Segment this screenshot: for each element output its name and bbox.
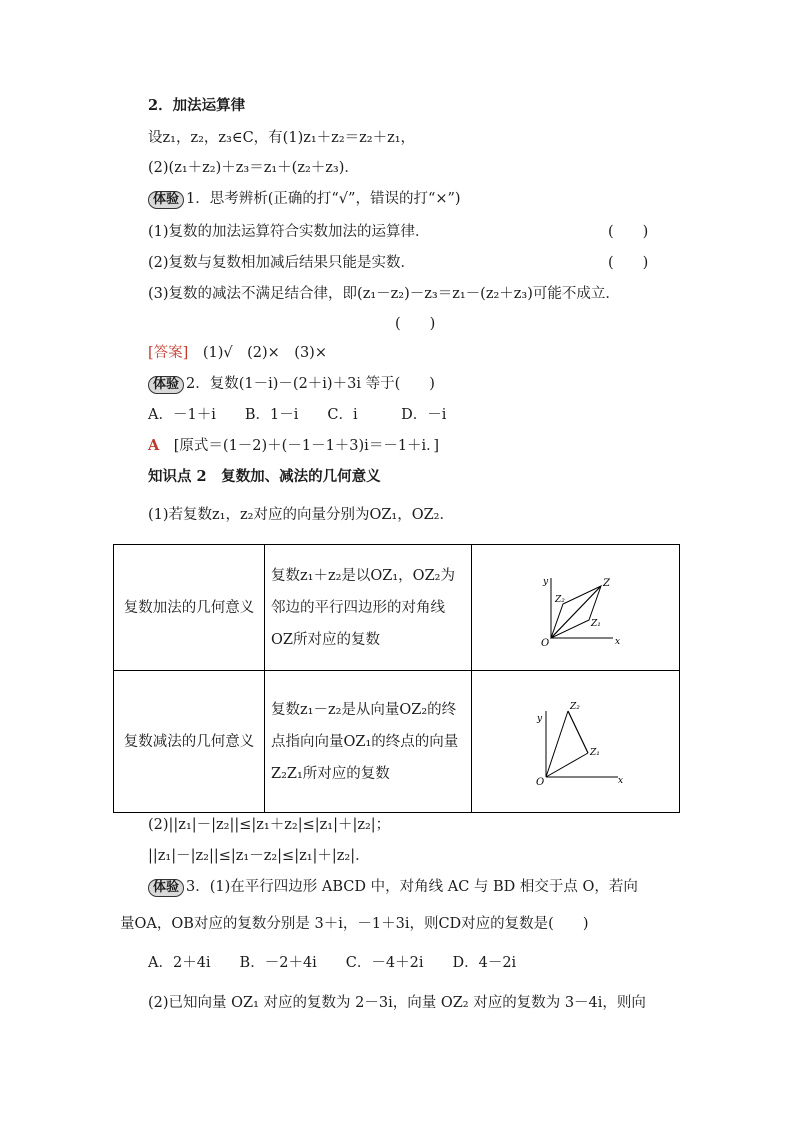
exp2-answer	[148, 436, 439, 456]
geometric-meaning-table	[113, 544, 680, 813]
exp1-q3-paren: ( )	[395, 316, 436, 332]
answer-label: [答案]	[148, 345, 189, 361]
mod-line-1: (2)||z₁|－|z₂||≤|z₁＋z₂|≤|z₁|＋|z₂|；	[148, 817, 391, 833]
label-y: y	[542, 576, 548, 587]
exp2-answer-text: [原式＝(1－2)＋(－1－1＋3)i＝－1＋i．]	[173, 438, 440, 454]
section-title: 2．加法运算律	[148, 97, 246, 114]
subtraction-diagram	[526, 697, 626, 787]
subtraction-figure-cell	[472, 671, 680, 813]
label-z2: Z₂	[554, 594, 565, 605]
exp1-q3: (3)复数的减法不满足结合律，即(z₁－z₂)－z₃＝z₁－(z₂＋z₃)可能不成立．	[148, 286, 620, 302]
exp3-q2: (2)已知向量 OZ₁ 对应的复数为 2－3i，向量 OZ₂ 对应的复数为 3－4i，则向	[148, 995, 646, 1011]
exp1-head-text: 1．思考辨析(正确的打“√”，错误的打“×”)	[186, 191, 461, 207]
addition-label: 复数加法的几何意义	[114, 545, 265, 671]
table-row-subtraction	[114, 671, 680, 813]
kp2-title: 知识点 2 复数加、减法的几何意义	[148, 468, 381, 485]
exp1-q2-paren: ( )	[608, 255, 649, 271]
exp2-heading	[148, 374, 435, 394]
exp3-line2: 量OA，OB对应的复数分别是 3＋i，－1＋3i，则CD对应的复数是( )	[120, 916, 589, 932]
exp2-options: A．－1＋i B．1－i C．i D．－i	[148, 407, 447, 423]
exp1-tag: 体验	[148, 191, 184, 209]
addition-desc: 复数z₁＋z₂是以OZ₁，OZ₂为邻边的平行四边形的对角线OZ所对应的复数	[265, 545, 472, 671]
exp1-answer	[148, 343, 327, 363]
exp3-tag: 体验	[148, 879, 184, 897]
exp1-q1-paren: ( )	[608, 224, 649, 240]
label-z2: Z₂	[569, 701, 580, 712]
label-x: x	[617, 775, 623, 786]
addition-diagram	[531, 568, 621, 648]
vector-oz2	[546, 711, 568, 777]
subtraction-desc: 复数z₁－z₂是从向量OZ₂的终点指向向量OZ₁的终点的向量Z₂Z₁所对应的复数	[265, 671, 472, 813]
exp1-heading	[148, 189, 461, 209]
exp3-head-text: 3．(1)在平行四边形 ABCD 中，对角线 AC 与 BD 相交于点 O，若向	[186, 879, 638, 895]
addition-figure-cell	[472, 545, 680, 671]
subtraction-label: 复数减法的几何意义	[114, 671, 265, 813]
vector-z2z1	[568, 711, 588, 753]
answer-text: (1)√ (2)× (3)×	[202, 345, 327, 361]
law-line-2: (2)(z₁＋z₂)＋z₃＝z₁＋(z₂＋z₃)．	[148, 160, 359, 176]
exp3-options: A．2＋4i B．－2＋4i C．－4＋2i D．4－2i	[148, 955, 517, 971]
label-o: O	[540, 637, 549, 648]
label-y: y	[536, 713, 542, 724]
kp2-intro: (1)若复数z₁，z₂对应的向量分别为OZ₁，OZ₂．	[148, 507, 454, 523]
table-row-addition	[114, 545, 680, 671]
mod-line-2: ||z₁|－|z₂||≤|z₁－z₂|≤|z₁|＋|z₂|．	[148, 848, 370, 864]
exp2-answer-letter: A	[148, 437, 160, 454]
label-o: O	[535, 776, 544, 787]
label-z1: Z₁	[589, 747, 600, 758]
label-x: x	[614, 636, 620, 647]
diagonal-oz	[551, 586, 601, 638]
exp1-q1: (1)复数的加法运算符合实数加法的运算律．	[148, 224, 430, 240]
label-z: Z	[602, 577, 610, 589]
label-z1: Z₁	[590, 618, 601, 629]
exp3-heading	[148, 877, 638, 897]
exp2-head-text: 2．复数(1－i)－(2＋i)＋3i 等于( )	[186, 376, 435, 392]
law-line-1: 设z₁，z₂，z₃∈C，有(1)z₁＋z₂＝z₂＋z₁，	[148, 130, 416, 146]
exp1-q2: (2)复数与复数相加减后结果只能是实数．	[148, 255, 416, 271]
exp2-tag: 体验	[148, 376, 184, 394]
